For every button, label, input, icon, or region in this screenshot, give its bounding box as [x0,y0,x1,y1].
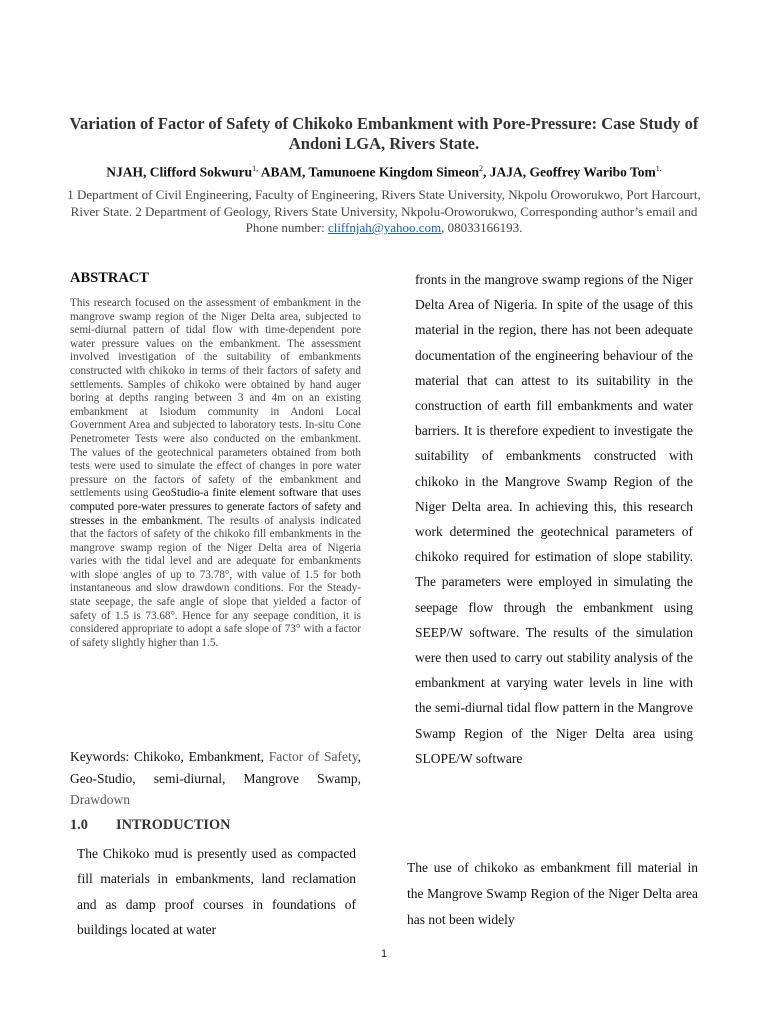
author-3: JAJA, Geoffrey Waribo Tom [489,164,656,180]
keyword-group-1: Chikoko, Embankment, [134,749,269,764]
intro-paragraph-right-2: The use of chikoko as embankment fill material in the Mangrove Swamp Region of the Niger Delta area has not been widely [407,860,698,928]
keyword-factor-of-safety: Factor of Safety [268,749,358,764]
keyword-drawdown: Drawdown [70,792,130,807]
section-number: 1.0 [70,817,88,833]
abstract-heading: ABSTRACT [70,270,149,286]
keyword-group-2: , Geo-Studio, semi-diurnal, Mangrove Swamp, [70,749,361,786]
author-3-affil: 1. [655,164,662,173]
author-list: NJAH, Clifford Sokwuru$^{1,}$ ABAM, Tamunoene Kingdom Simeon$^2$, JAJA, Geoffrey Waribo Tom$^{1.}$ [106,164,662,180]
corresponding-prefix: Corresponding author’s email and Phone number: [245,203,698,235]
page-number: 1 [380,948,388,960]
phone-number: , 08033166193. [441,220,523,235]
keywords [70,746,361,811]
section-title: INTRODUCTION [116,817,231,833]
section-heading-introduction [70,817,230,834]
author-2: ABAM, Tamunoene Kingdom Simeon [260,164,480,180]
author-2-affil: 2 [479,164,484,173]
abstract-text-2: . The results of analysis indicated that the factors of safety of the chikoko fill embankments in the mangrove swamp region of the Niger Delta area of Nigeria varies with the tidal level and are adequate for embankments with slope angles of up to 73.78°, with value of 1.5 for both instantaneous and slow drawdown conditions. For the Steady-state seepage, the safe angle of slope that yielded a factor of safety of 1.5 is 73.68°. Hence for any seepage condition, it is considered appropriate to adopt a safe slope of 73° with a factor of safety slightly higher than 1.5. [70,514,361,649]
keywords-label: Keywords: [70,749,134,764]
author-1: NJAH, Clifford Sokwuru [106,164,253,180]
email-link[interactable]: cliffnjah@yahoo.com [327,220,442,235]
author-1-affil: 1, [252,164,259,173]
affiliations [60,187,708,237]
abstract-text-1: This research focused on the assessment of embankment in the mangrove swamp region of the Niger Delta area, subjected to semi-diurnal pattern of tidal flow with time-dependent pore water pressure values on the embankment. The assessment involved investigation of the suitability of embankments constructed with chikoko in terms of their factors of safety and settlements. Samples of chikoko were obtained by hand auger boring at depths ranging between 3 and 4m on an existing embankment at Isiodum community in Andoni Local Government Area and subjected to laboratory tests. In-situ Cone Penetrometer Tests were also conducted on the embankment. The values of the geotechnical parameters obtained from both tests were used to simulate the effect of changes in pore water pressure on the factors of safety of the embankment and settlements using [70,297,361,500]
paper-title: Variation of Factor of Safety of Chikoko Embankment with Pore-Pressure: Case Study of Andoni LGA, Rivers State. [69,114,699,153]
abstract-body [70,297,361,650]
intro-paragraph-right: fronts in the mangrove swamp regions of the Niger Delta Area of Nigeria. In spite of the usage of this material in the region, there has not been adequate documentation of the engineering behaviour of the material that can attest to its suitability in the construction of earth fill embankments and water barriers. It is therefore expedient to investigate the suitability of embankments constructed with chikoko in the Mangrove Swamp Region of the Niger Delta area. In achieving this, this research work determined the geotechnical parameters of chikoko required for estimation of slope stability. The parameters were employed in simulating the seepage flow through the embankment using SEEP/W software. The results of the simulation were then used to carry out stability analysis of the embankment at varying water levels in line with the semi-diurnal tidal flow pattern in the Mangrove Swamp Region of the Niger Delta area using SLOPE/W software [415,272,693,766]
affiliation-text: 1 Department of Civil Engineering, Faculty of Engineering, Rivers State University, Nkpolu Oroworukwo, Port Harcourt, River State. 2 Department of Geology, Rivers State University, Nkpolu-Oroworukwo, [67,187,701,219]
intro-paragraph-left: The Chikoko mud is presently used as compacted fill materials in embankments, land reclamation and as damp proof courses in foundations of buildings located at water [77,846,356,937]
abstract-text-software: GeoStudio-a finite element software that uses computed pore-water pressures to generate factors of safety and stresses in the embankment [70,487,361,527]
